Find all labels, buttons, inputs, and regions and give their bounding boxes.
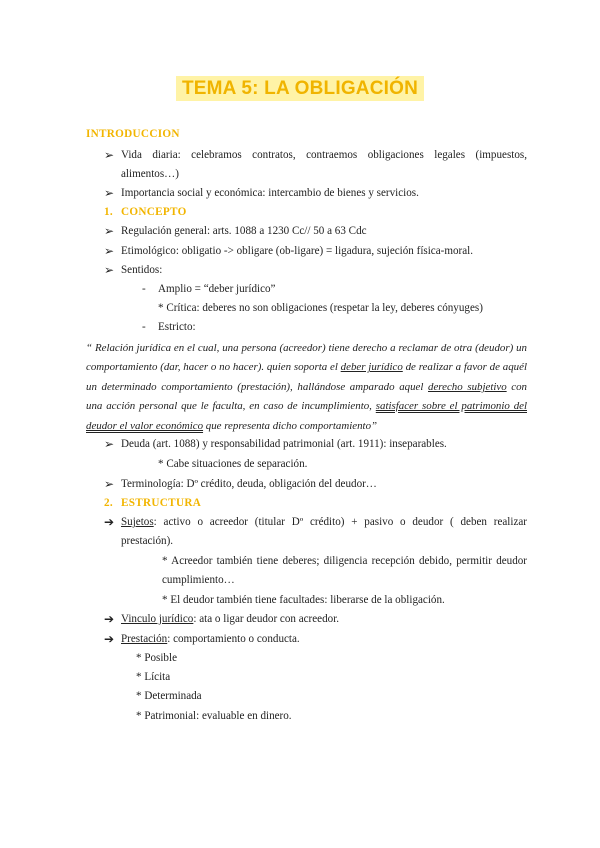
quote-underlined-patrimonio: satisfacer sobre el patrimonio del deudor el valor económico bbox=[86, 400, 527, 432]
quote-text: de realizar a favor de aquél un determinado comportamiento (prestación), hallándose amparado aquel bbox=[86, 361, 527, 393]
section-number: 1. bbox=[104, 206, 113, 218]
arrowhead-bullet-icon: ➢ bbox=[104, 244, 115, 258]
dash-bullet-icon: - bbox=[142, 321, 146, 333]
section-number: 2. bbox=[104, 497, 113, 509]
arrowhead-bullet-icon: ➢ bbox=[104, 186, 115, 200]
section-heading-concepto: CONCEPTO bbox=[121, 206, 187, 218]
arrowhead-bullet-icon: ➢ bbox=[104, 224, 115, 238]
list-item: Etimológico: obligatio -> obligare (ob-ligare) = ligadura, sujeción física-moral. bbox=[121, 245, 473, 257]
list-note: * Determinada bbox=[136, 690, 202, 702]
arrow-bullet-icon: ➔ bbox=[104, 612, 115, 626]
list-item: Sentidos: bbox=[121, 264, 163, 276]
arrowhead-bullet-icon: ➢ bbox=[104, 148, 115, 162]
prestacion-text: : comportamiento o conducta. bbox=[167, 633, 300, 645]
sentido-amplio-note: * Crítica: deberes no son obligaciones (respetar la ley, deberes cónyuges) bbox=[158, 302, 483, 314]
list-item: Importancia social y económica: intercambio de bienes y servicios. bbox=[121, 187, 419, 199]
quote-underlined-deber: deber jurídico bbox=[340, 361, 403, 374]
page-title: TEMA 5: LA OBLIGACIÓN bbox=[176, 76, 424, 101]
arrowhead-bullet-icon: ➢ bbox=[104, 263, 115, 277]
quote-text: “ Relación jurídica en el cual, una persona (acreedor) tiene derecho a reclamar de otra (deudor) un comportamiento (dar, hacer o no hacer). quien soporta el bbox=[86, 342, 527, 374]
list-note: * El deudor también tiene facultades: liberarse de la obligación. bbox=[162, 594, 445, 606]
vinculo-label: Vinculo jurídico bbox=[121, 613, 194, 625]
list-item-vinculo bbox=[121, 610, 531, 629]
definition-quote bbox=[86, 339, 527, 436]
list-item: Deuda (art. 1088) y responsabilidad patrimonial (art. 1911): inseparables. bbox=[121, 438, 447, 450]
prestacion-label: Prestación bbox=[121, 633, 168, 645]
list-item-prestacion bbox=[121, 630, 531, 649]
vinculo-text: : ata o ligar deudor con acreedor. bbox=[193, 613, 340, 625]
section-heading-estructura: ESTRUCTURA bbox=[121, 497, 202, 509]
sujetos-text: : activo o acreedor (titular Dº crédito) + pasivo o deudor ( deben realizar prestación). bbox=[121, 516, 527, 547]
dash-bullet-icon: - bbox=[142, 283, 146, 295]
list-item: Vida diaria: celebramos contratos, contraemos obligaciones legales (impuestos, alimentos…) bbox=[121, 149, 527, 180]
list-item: Regulación general: arts. 1088 a 1230 Cc// 50 a 63 Cdc bbox=[121, 225, 367, 237]
list-note: * Acreedor también tiene deberes; diligencia recepción debido, permitir deudor cumplimiento… bbox=[162, 555, 527, 586]
section-heading-introduccion: INTRODUCCION bbox=[86, 128, 180, 140]
arrow-bullet-icon: ➔ bbox=[104, 515, 115, 529]
list-note: * Lícita bbox=[136, 671, 171, 683]
arrow-bullet-icon: ➔ bbox=[104, 632, 115, 646]
quote-text: que representa dicho comportamiento” bbox=[203, 419, 378, 432]
list-note: * Cabe situaciones de separación. bbox=[158, 458, 308, 470]
list-note: * Posible bbox=[136, 652, 177, 664]
list-item-sujetos bbox=[121, 513, 527, 551]
quote-text: con una acción personal que le faculta, en caso de incumplimiento, bbox=[86, 380, 528, 413]
arrowhead-bullet-icon: ➢ bbox=[104, 477, 115, 491]
quote-underlined-derecho: derecho subjetivo bbox=[428, 380, 507, 393]
sentido-estricto: Estricto: bbox=[158, 321, 196, 333]
page-title-wrap bbox=[0, 76, 600, 101]
list-item: Terminología: Dº crédito, deuda, obligación del deudor… bbox=[121, 478, 377, 490]
sentido-amplio: Amplio = “deber jurídico” bbox=[158, 283, 276, 295]
sujetos-label: Sujetos bbox=[121, 516, 154, 528]
arrowhead-bullet-icon: ➢ bbox=[104, 437, 115, 451]
list-note: * Patrimonial: evaluable en dinero. bbox=[136, 710, 292, 722]
